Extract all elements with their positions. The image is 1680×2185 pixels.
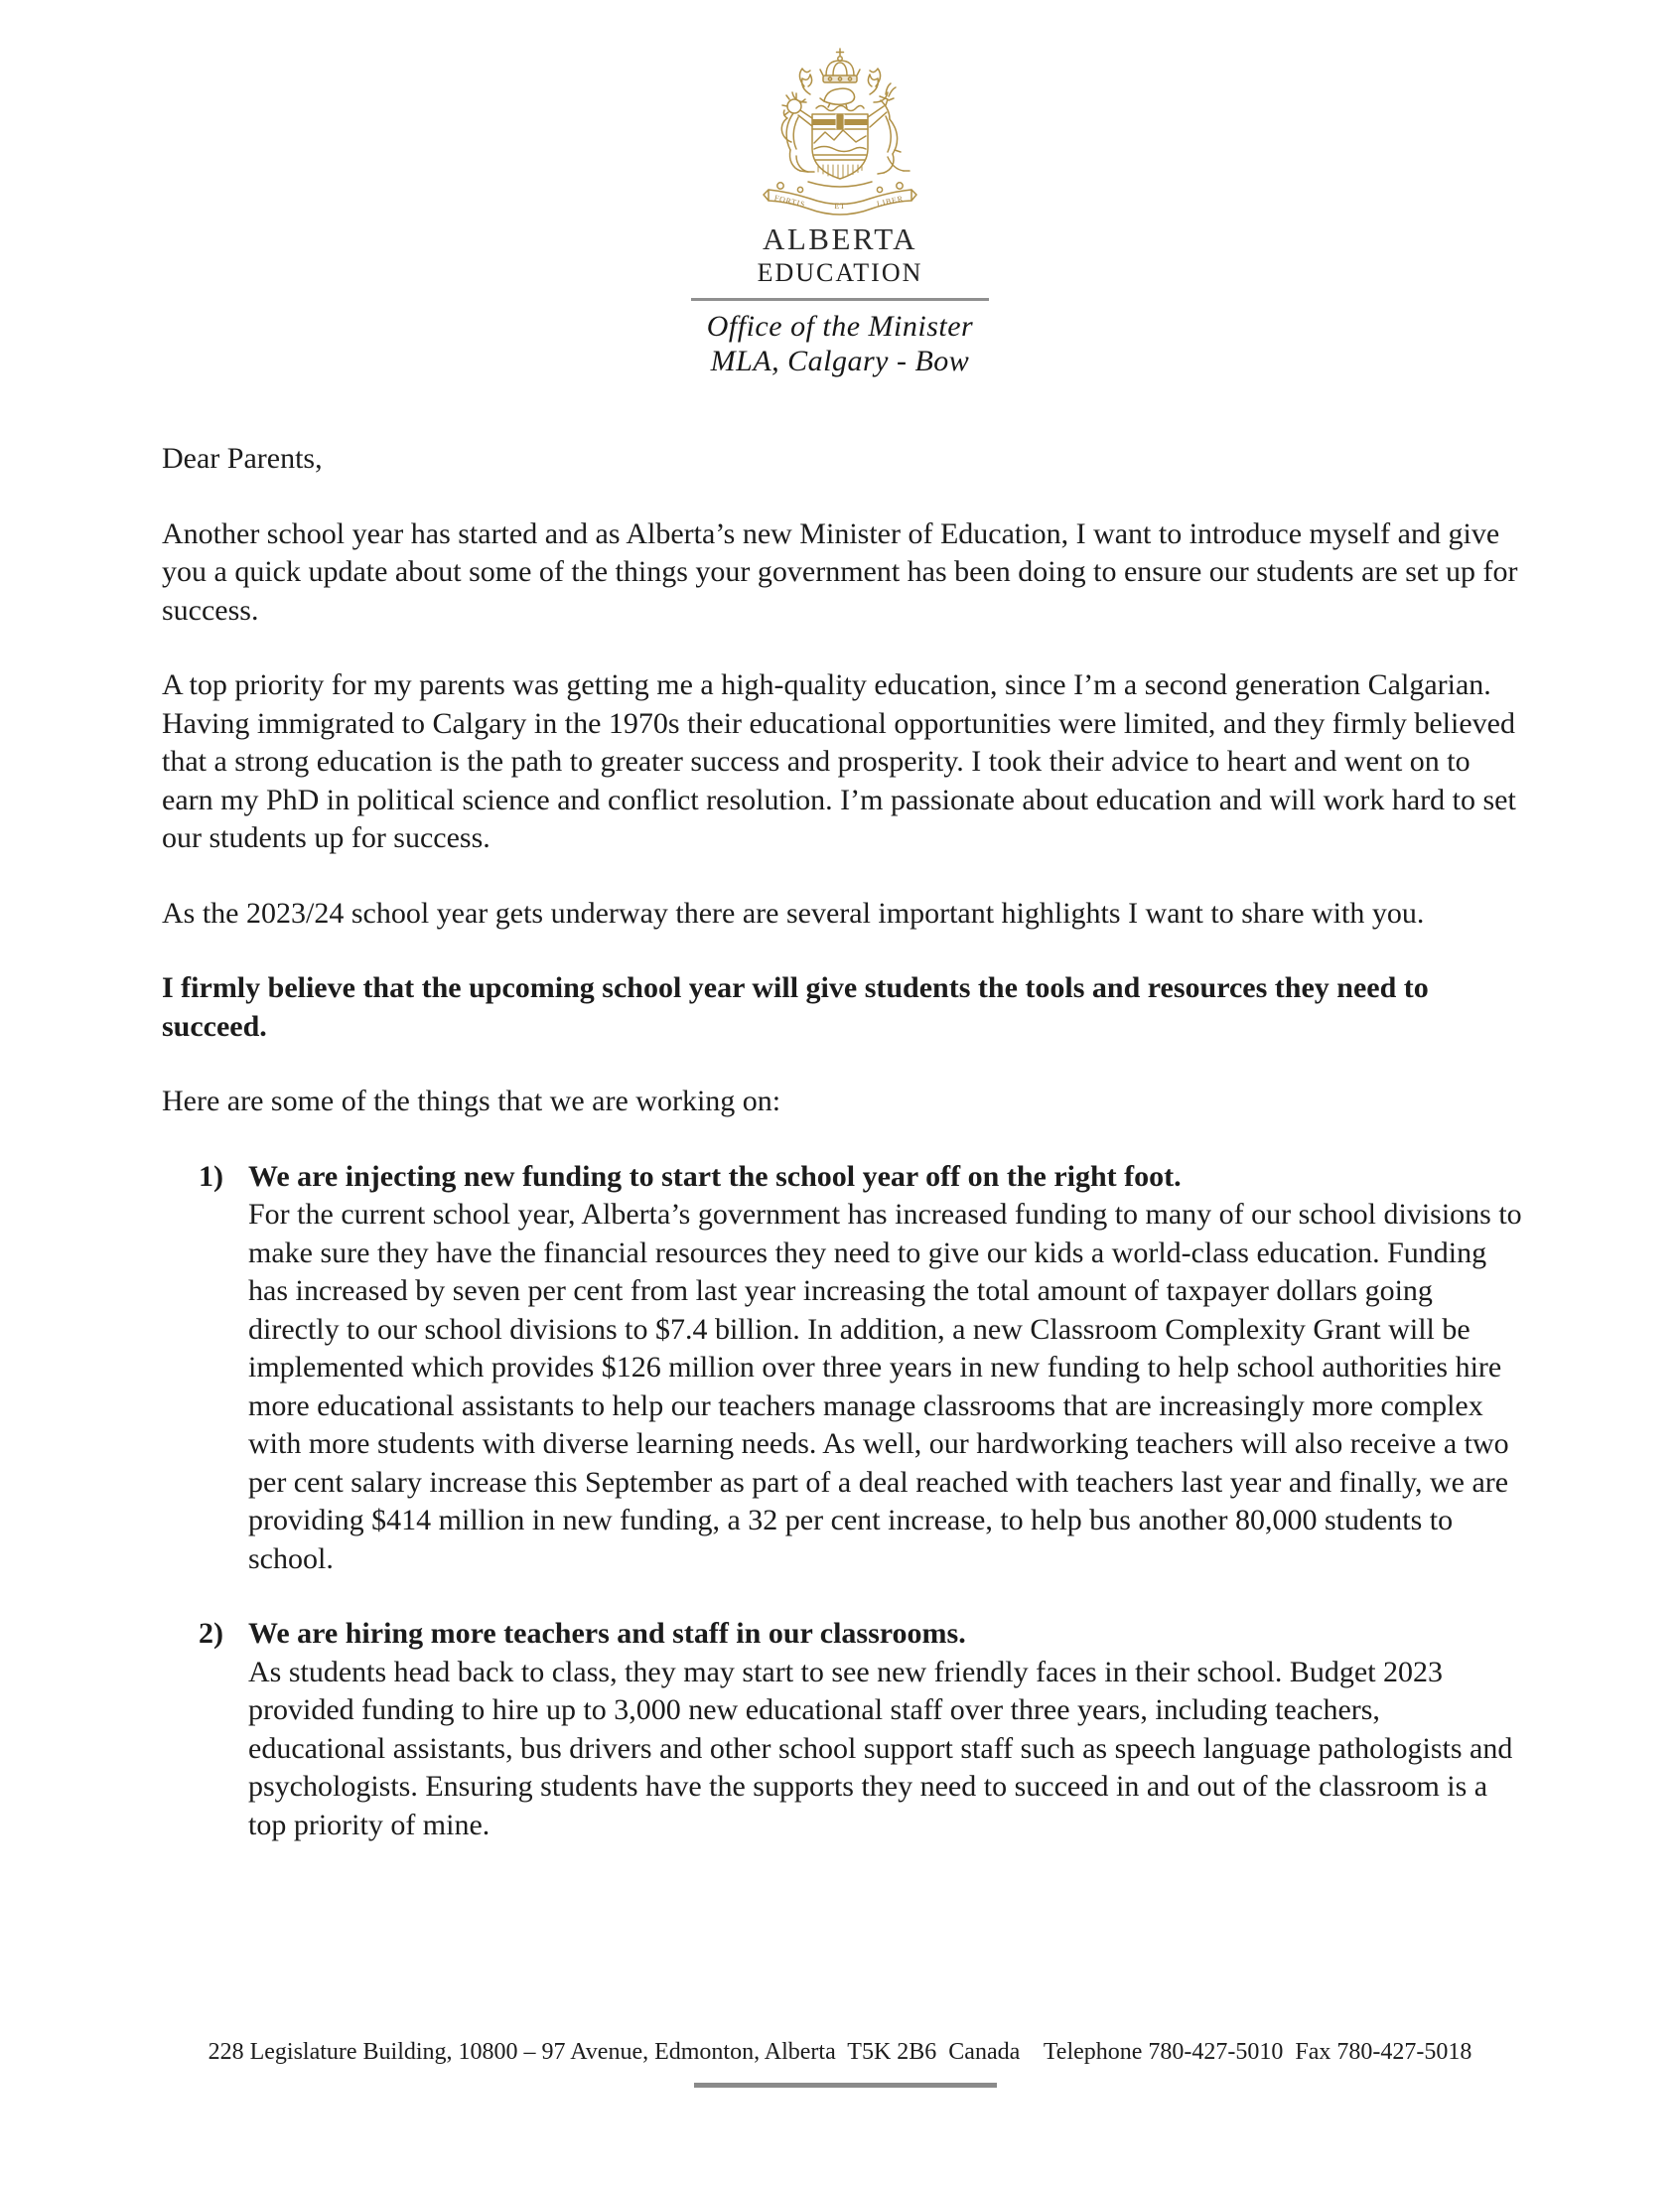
list-item-1-content	[248, 1158, 1524, 1579]
paragraph-school-year: As the 2023/24 school year gets underway there are several important highlights I want to share with you.	[162, 896, 1425, 930]
alberta-coat-of-arms-icon	[761, 45, 919, 216]
crest-motto-fortis: FORTIS	[773, 193, 807, 210]
list-item-1-body: For the current school year, Alberta’s government has increased funding to many of our school divisions to make sure they have the financial resources they need to give our kids a world-class education. Funding has increased by seven per cent from last year increasing the total amount of taxpayer dollars going directly to our school divisions to $7.4 billion. In addition, a new Classroom Complexity Grant will be implemented which provides $126 million over three years in new funding to help school authorities hire more educational assistants to help our teachers manage classrooms that are increasingly more complex with more students with diverse learning needs. As well, our hardworking teachers will also receive a two per cent salary increase this September as part of a deal reached with teachers last year and finally, we are providing $414 million in new funding, a 32 per cent increase, to help bus another 80,000 students to school.	[248, 1198, 1522, 1575]
footer-divider	[694, 2083, 997, 2088]
list-item-2-content	[248, 1615, 1524, 1844]
letterhead	[0, 45, 1680, 378]
list-item-2-heading: We are hiring more teachers and staff in our classrooms.	[248, 1617, 966, 1650]
office-subtitle: MLA, Calgary - Bow	[710, 345, 970, 377]
paragraph-belief-bold: I firmly believe that the upcoming school year will give students the tools and resources they need to succeed.	[162, 971, 1429, 1043]
org-name-alberta: ALBERTA	[762, 221, 918, 256]
letter-body	[162, 440, 1524, 1881]
letterhead-divider	[691, 298, 989, 301]
paragraph-background: A top priority for my parents was getting me a high-quality education, since I’m a second generation Calgarian. Having immigrated to Calgary in the 1970s their educational opportunities were limited, and they firmly believed that a strong education is the path to greater success and prosperity. I took their advice to heart and went on to earn my PhD in political science and conflict resolution. I’m passionate about education and will work hard to set our students up for success.	[162, 668, 1516, 854]
office-title: Office of the Minister	[706, 310, 974, 343]
list-item-2	[162, 1615, 1524, 1844]
crest-motto-liber: LIBER	[876, 194, 905, 209]
org-name-education: EDUCATION	[757, 258, 923, 287]
list-item-1	[162, 1158, 1524, 1579]
list-item-2-number: 2)	[199, 1617, 223, 1650]
paragraph-lead-in: Here are some of the things that we are working on:	[162, 1085, 781, 1117]
list-item-2-body: As students head back to class, they may start to see new friendly faces in their school. Budget 2023 provided funding to hire up to 3,000 new educational staff over three years, including teachers, educational assistants, bus drivers and other school support staff such as speech language pathologists and psychologists. Ensuring students have the supports they need to succeed in and out of the classroom is a top priority of mine.	[248, 1655, 1513, 1841]
salutation: Dear Parents,	[162, 442, 323, 475]
crest-motto-et: ET	[834, 202, 846, 211]
footer-address: 228 Legislature Building, 10800 – 97 Avenue, Edmonton, Alberta T5K 2B6 Canada Telephone 780-427-5010 Fax 780-427-5018	[208, 2039, 1472, 2065]
paragraph-intro: Another school year has started and as Alberta’s new Minister of Education, I want to introduce myself and give you a quick update about some of the things your government has been doing to ensure our students are set up for success.	[162, 516, 1518, 627]
list-item-1-heading: We are injecting new funding to start the school year off on the right foot.	[248, 1159, 1182, 1193]
list-item-1-number: 1)	[199, 1159, 223, 1193]
